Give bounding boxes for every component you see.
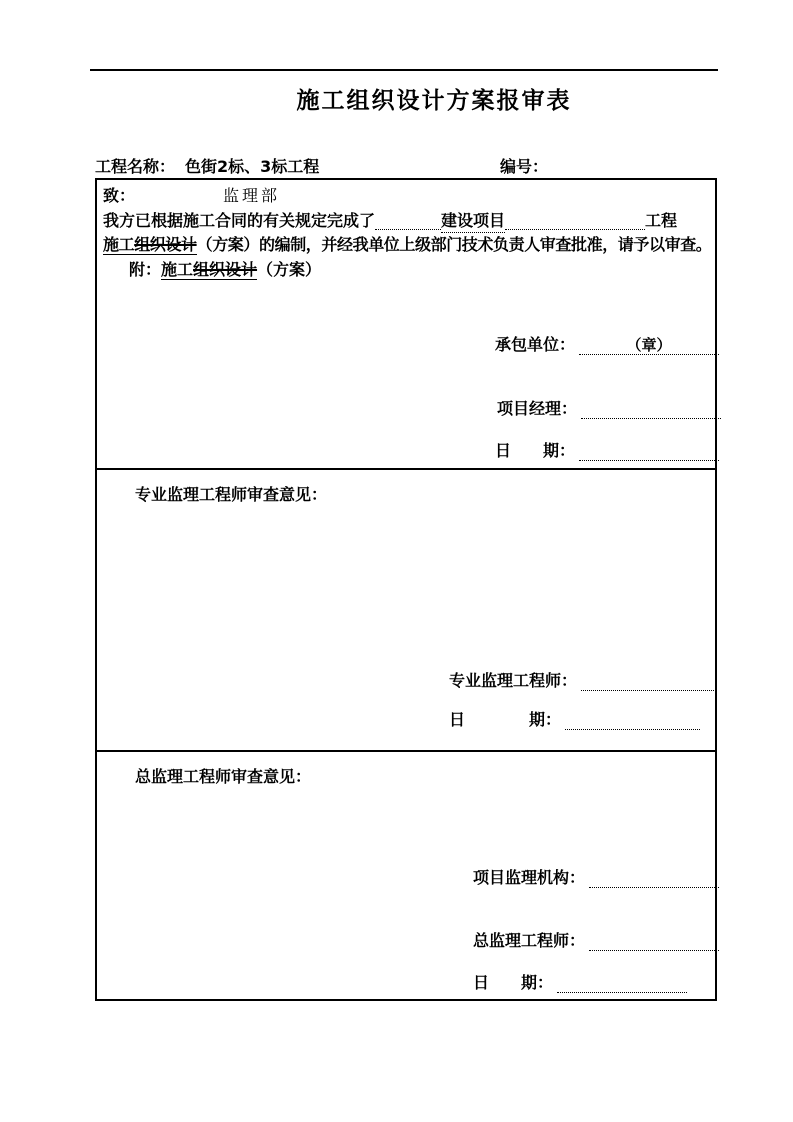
project-manager-signature-row: [497, 396, 721, 419]
to-label: 致：: [103, 186, 136, 205]
date-label: 日 期：: [449, 710, 562, 729]
date-line: [565, 709, 700, 730]
body-suffix: 工程: [645, 210, 678, 230]
project-name-field: [95, 154, 319, 179]
date-row-specialty: [449, 707, 700, 730]
chief-engineer-signature-row: [473, 928, 719, 951]
meta-row: [95, 154, 723, 178]
fill-in-blank: [505, 229, 645, 230]
date-label: 日 期：: [495, 441, 576, 460]
to-line: [103, 184, 710, 209]
form-table: [95, 178, 717, 1001]
attachment-line: [103, 258, 710, 283]
section-contractor-application: [97, 180, 715, 468]
date-line: [579, 440, 719, 461]
body-line-1: [103, 209, 710, 234]
specialty-review-heading: 专业监理工程师审查意见：: [135, 485, 328, 504]
underlined-text: 施工: [103, 235, 135, 254]
struck-text: 组织设计: [193, 259, 258, 279]
doc-number-label: 编号：: [500, 157, 549, 176]
date-line: [557, 972, 687, 993]
date-label: 日 期：: [473, 973, 554, 992]
underlined-text: 施工: [161, 259, 194, 279]
project-name-value: 色街2标、3标工程: [185, 157, 320, 176]
fill-in-blank: [375, 229, 441, 230]
page-header-rule: [90, 69, 718, 71]
specialty-engineer-label: 专业监理工程师：: [449, 671, 578, 690]
attach-prefix: 附：: [129, 259, 162, 279]
specialty-engineer-signature-row: [449, 668, 716, 691]
project-manager-line: [581, 398, 721, 419]
supervision-org-row: [473, 865, 719, 888]
attach-rest: （方案）: [257, 259, 322, 279]
supervision-org-line: [589, 867, 719, 888]
chief-engineer-label: 总监理工程师：: [473, 931, 586, 950]
contractor-signature-row: [495, 332, 719, 355]
body-mid: 建设项目: [441, 211, 505, 233]
contractor-seal-line: （章）: [579, 334, 719, 355]
body-prefix: 我方已根据施工合同的有关规定完成了: [103, 210, 376, 230]
section-specialty-engineer-review: [97, 468, 715, 750]
form-title: 施工组织设计方案报审表: [296, 88, 572, 114]
to-value: 监理部: [223, 186, 281, 205]
project-manager-label: 项目经理：: [497, 399, 578, 418]
supervision-org-label: 项目监理机构：: [473, 868, 586, 887]
specialty-engineer-line: [581, 670, 716, 691]
date-row-chief: [473, 970, 687, 993]
date-row-contractor: [495, 438, 719, 461]
project-name-label: 工程名称：: [95, 157, 176, 176]
contractor-label: 承包单位：: [495, 335, 576, 354]
body-line-2: [103, 233, 710, 258]
chief-engineer-line: [589, 930, 719, 951]
struck-text: 组织设计: [134, 235, 197, 254]
section-chief-engineer-review: [97, 750, 715, 999]
body-rest: （方案）的编制，并经我单位上级部门技术负责人审查批准，请予以审查。: [196, 235, 712, 254]
chief-review-heading: 总监理工程师审查意见：: [135, 767, 312, 786]
